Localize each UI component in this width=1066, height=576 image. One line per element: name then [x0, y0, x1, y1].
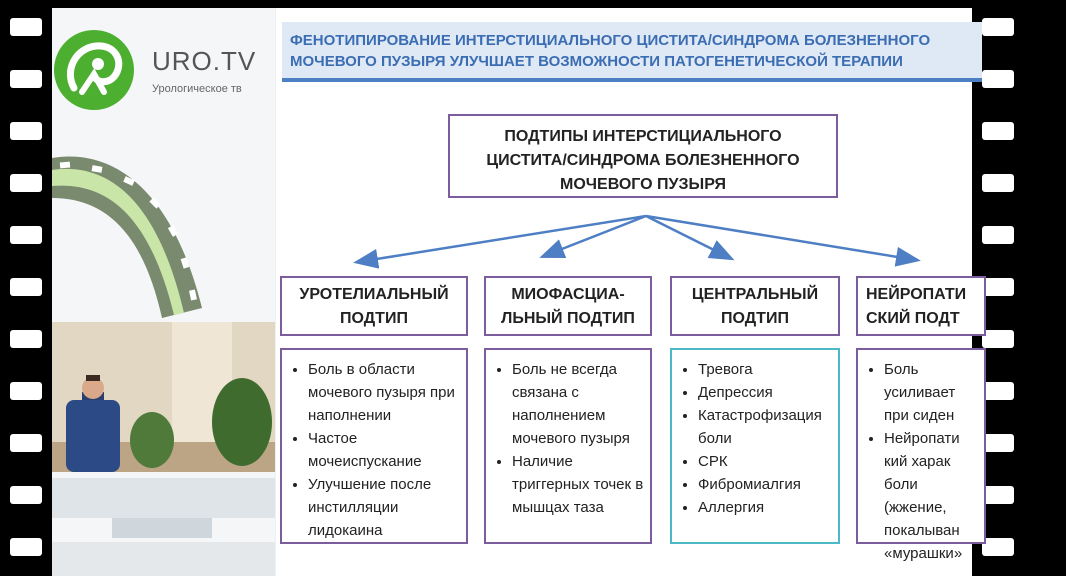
film-hole	[982, 330, 1014, 348]
film-hole	[10, 382, 42, 400]
arrow-to-neuropathic	[646, 216, 916, 260]
list-item: • Улучшение после инстилляции лидокаина	[308, 473, 462, 542]
film-hole	[982, 486, 1014, 504]
film-hole	[10, 70, 42, 88]
symptoms-myofascial	[484, 348, 652, 544]
film-reel-decoration	[52, 148, 275, 318]
film-hole	[10, 538, 42, 556]
film-hole	[10, 278, 42, 296]
film-hole	[982, 538, 1014, 556]
list-item: • Нейропати кий харак боли (жжение, покалыван «мурашки»	[884, 427, 980, 565]
film-hole	[982, 382, 1014, 400]
symptoms-urothelial	[280, 348, 468, 544]
root-concept-label: ПОДТИПЫ ИНТЕРСТИЦИАЛЬНОГО ЦИСТИТА/СИНДРОМА БОЛЕЗНЕННОГО МОЧЕВОГО ПУЗЫРЯ	[486, 128, 800, 193]
symptoms-neuropathic	[856, 348, 986, 562]
speaker-video	[52, 322, 275, 472]
brand-subtitle: Урологическое тв	[152, 83, 242, 95]
subtype-label: МИОФАСЦИА- ЛЬНЫЙ ПОДТИП	[501, 286, 635, 327]
video-frame	[52, 8, 972, 576]
list-item: • Боль усиливает при сиден	[884, 358, 980, 427]
arrow-to-myofascial	[544, 216, 646, 256]
subtype-label: НЕЙРОПАТИ СКИЙ ПОДТ	[866, 286, 967, 327]
film-hole	[10, 434, 42, 452]
film-hole	[10, 122, 42, 140]
list-item: • Депрессия	[698, 381, 834, 404]
film-hole	[982, 122, 1014, 140]
subtype-myofascial	[484, 276, 652, 336]
list-item: • Аллергия	[698, 496, 834, 519]
symptoms-central	[670, 348, 840, 544]
film-hole	[982, 226, 1014, 244]
monitor-screen-decoration	[52, 478, 275, 518]
film-strip-left	[0, 0, 50, 576]
monitor-stand-decoration	[112, 518, 212, 538]
subtype-central	[670, 276, 840, 336]
film-hole	[982, 434, 1014, 452]
subtype-label: ЦЕНТРАЛЬНЫЙ ПОДТИП	[691, 286, 819, 327]
subtype-neuropathic	[856, 276, 986, 336]
film-hole	[10, 226, 42, 244]
list-item: • Фибромиалгия	[698, 473, 834, 496]
arrow-to-urothelial	[358, 216, 646, 262]
brand-name: URO.TV	[152, 46, 257, 76]
film-hole	[10, 330, 42, 348]
channel-panel	[52, 8, 275, 576]
list-item: • СРК	[698, 450, 834, 473]
list-item: • Боль не всегда связана с наполнением мочевого пузыря	[512, 358, 646, 450]
subtype-label: УРОТЕЛИАЛЬНЫЙ ПОДТИП	[299, 286, 449, 327]
subtype-urothelial	[280, 276, 468, 336]
list-item: • Боль в области мочевого пузыря при наполнении	[308, 358, 462, 427]
film-hole	[10, 174, 42, 192]
film-hole	[982, 70, 1014, 88]
monitor-base-decoration	[52, 542, 275, 576]
brand-logo	[54, 30, 134, 110]
list-item: • Катастрофизация боли	[698, 404, 834, 450]
film-hole	[10, 18, 42, 36]
list-item: • Частое мочеиспускание	[308, 427, 462, 473]
film-hole	[982, 174, 1014, 192]
list-item: • Тревога	[698, 358, 834, 381]
slide-title: ФЕНОТИПИРОВАНИЕ ИНТЕРСТИЦИАЛЬНОГО ЦИСТИТА/СИНДРОМА БОЛЕЗНЕННОГО МОЧЕВОГО ПУЗЫРЯ УЛУЧШАЕТ ВОЗМОЖНОСТИ ПАТОГЕНЕТИЧЕСКОЙ ТЕРАПИИ	[290, 32, 931, 70]
presentation-slide	[276, 8, 972, 576]
list-item: • Наличие триггерных точек в мышцах таза	[512, 450, 646, 519]
film-hole	[10, 486, 42, 504]
film-hole	[982, 18, 1014, 36]
